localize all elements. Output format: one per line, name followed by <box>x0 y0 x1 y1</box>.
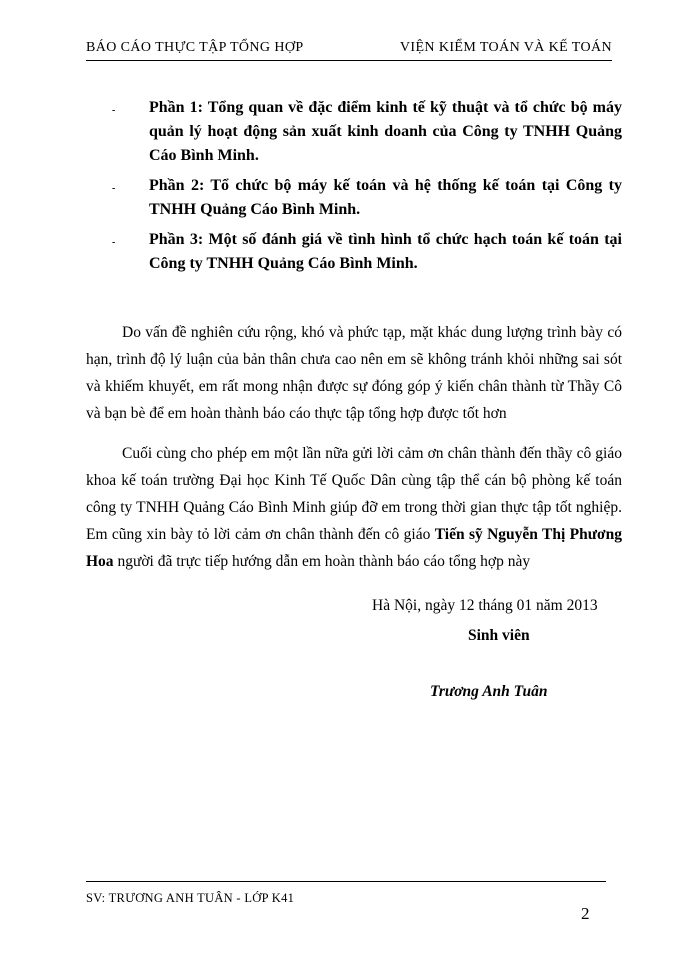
part-3-text: Phần 3: Một số đánh giá về tình hình tổ chức hạch toán kế toán tại Công ty TNHH Quảng Cáo Bình Minh. <box>149 231 622 272</box>
bullet-dash: - <box>112 105 116 116</box>
page-header <box>86 40 612 56</box>
bullet-dash: - <box>112 183 116 194</box>
header-left-title: BÁO CÁO THỰC TẬP TỔNG HỢP <box>86 40 304 55</box>
student-signature-name: Trương Anh Tuân <box>430 683 548 700</box>
part-1-text: Phần 1: Tổng quan về đặc điểm kinh tế kỹ thuật và tổ chức bộ máy quản lý hoạt động sản xuất kinh doanh của Công ty TNHH Quảng Cáo Bình Minh. <box>149 99 622 164</box>
page-footer: SV: TRƯƠNG ANH TUÂN - LỚP K41 <box>86 891 295 905</box>
part-2-text: Phần 2: Tổ chức bộ máy kế toán và hệ thống kế toán tại Công ty TNHH Quảng Cáo Bình Minh. <box>149 177 622 218</box>
bullet-dash: - <box>112 237 116 248</box>
signer-role: Sinh viên <box>468 627 530 644</box>
paragraph-limitations-text: Do vấn đề nghiên cứu rộng, khó và phức tạp, mặt khác dung lượng trình bày có hạn, trình độ lý luận của bản thân chưa cao nên em sẽ không tránh khỏi những sai sót và khiếm khuyết, em rất mong nhận được sự đóng góp ý kiến chân thành từ Thầy Cô và bạn bè để em hoàn thành báo cáo thực tập tổng hợp được tốt hơn <box>86 324 622 422</box>
advisor-name: Tiến sỹ Nguyễn Thị Phương Hoa <box>86 526 623 570</box>
page-number: 2 <box>581 904 590 923</box>
footer-divider <box>86 881 606 882</box>
acknowledgement-text-start: Cuối cùng cho phép em một lần nữa gửi lời cảm ơn chân thành đến thầy cô giáo khoa kế toán trường Đại học Kinh Tế Quốc Dân cùng tập thể cán bộ phòng kế toán công ty TNHH Quảng Cáo Bình Minh giúp đỡ em trong thời gian thực tập tốt nghiệp. Em cũng xin bày tỏ lời cảm ơn chân thành đến cô giáo <box>86 445 622 543</box>
report-parts-list <box>112 96 622 282</box>
list-item <box>112 174 622 222</box>
list-item <box>112 228 622 276</box>
header-divider <box>86 60 612 61</box>
paragraph-acknowledgement <box>86 440 622 575</box>
header-right-title: VIỆN KIỂM TOÁN VÀ KẾ TOÁN <box>399 40 612 55</box>
acknowledgement-text-end: người đã trực tiếp hướng dẫn em hoàn thành báo cáo tổng hợp này <box>113 553 531 570</box>
place-and-date: Hà Nội, ngày 12 tháng 01 năm 2013 <box>372 597 598 614</box>
list-item <box>112 96 622 168</box>
paragraph-limitations <box>86 319 622 427</box>
